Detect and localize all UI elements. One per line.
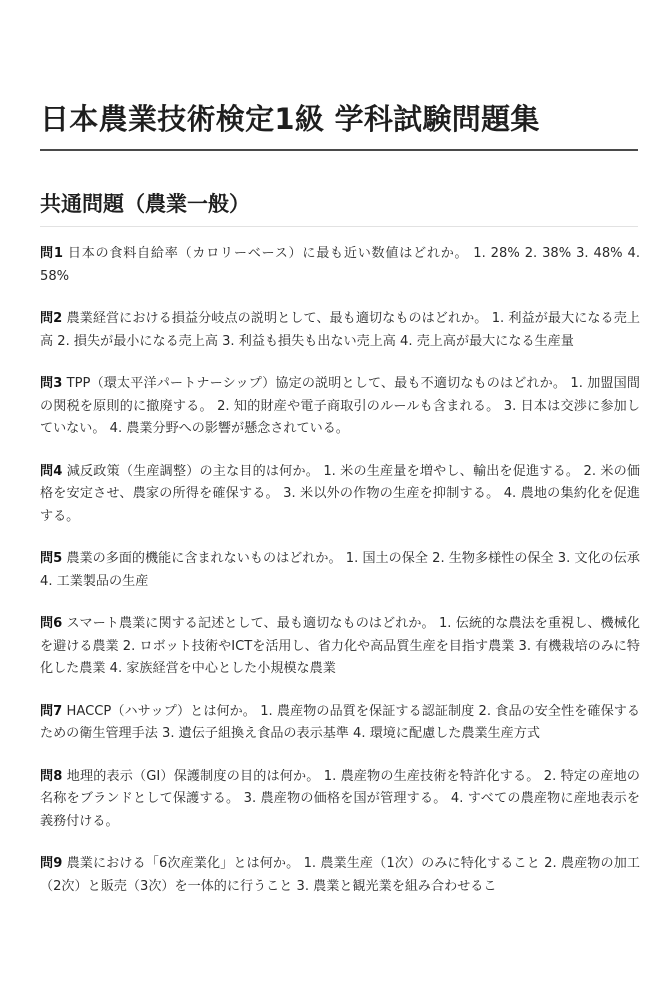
question-list [40, 243, 640, 918]
question-item [40, 308, 640, 353]
question-number: 問1 [40, 246, 63, 261]
question-item [40, 548, 640, 593]
question-text: HACCP（ハサップ）とは何か。 1. 農産物の品質を保証する認証制度 2. 食品の安全性を確保するための衛生管理手法 3. 遺伝子組換え食品の表示基準 4. 環境に配慮した農業生産方式 [40, 703, 640, 741]
document-title: 日本農業技術検定1級 学科試験問題集 [40, 102, 540, 136]
question-number: 問6 [40, 616, 63, 631]
question-text: 農業の多面的機能に含まれないものはどれか。 1. 国土の保全 2. 生物多様性の保全 3. 文化の伝承 4. 工業製品の生産 [40, 551, 640, 589]
section-divider [40, 226, 638, 227]
question-item [40, 701, 640, 746]
question-number: 問4 [40, 463, 63, 479]
question-text: 減反政策（生産調整）の主な目的は何か。 1. 米の生産量を増やし、輸出を促進する。 2. 米の価格を安定させ、農家の所得を確保する。 3. 米以外の作物の生産を抑制する。 4. 農地の集約化を促進する。 [40, 463, 640, 524]
question-text: 日本の食料自給率（カロリーベース）に最も近い数値はどれか。 1. 28% 2. 38% 3. 48% 4. 58% [40, 246, 640, 284]
section-title: 共通問題（農業一般） [40, 192, 250, 216]
question-text: スマート農業に関する記述として、最も適切なものはどれか。 1. 伝統的な農法を重視し、機械化を避ける農業 2. ロボット技術やICTを活用し、省力化や高品質生産を目指す農業 3. 有機栽培のみに特化した農業 4. 家族経営を中心とした小規模な農業 [40, 616, 640, 676]
question-text: TPP（環太平洋パートナーシップ）協定の説明として、最も不適切なものはどれか。 1. 加盟国間の関税を原則的に撤廃する。 2. 知的財産や電子商取引のルールも含まれる。 3. 日本は交渉に参加していない。 4. 農業分野への影響が懸念されている。 [40, 376, 640, 436]
question-number: 問7 [40, 703, 63, 719]
question-number: 問3 [40, 376, 63, 391]
question-number: 問9 [40, 856, 63, 871]
question-item [40, 766, 640, 834]
title-divider [40, 149, 638, 151]
question-text: 農業経営における損益分岐点の説明として、最も適切なものはどれか。 1. 利益が最大になる売上高 2. 損失が最小になる売上高 3. 利益も損失も出ない売上高 4. 売上高が最大になる生産量 [40, 311, 640, 349]
question-item [40, 373, 640, 441]
question-text: 農業における「6次産業化」とは何か。 1. 農業生産（1次）のみに特化すること 2. 農産物の加工（2次）と販売（3次）を一体的に行うこと 3. 農業と観光業を組み合わせるこ [40, 856, 640, 894]
question-item [40, 461, 640, 529]
question-item [40, 243, 640, 288]
question-item [40, 853, 640, 898]
question-number: 問5 [40, 551, 63, 566]
question-text: 地理的表示（GI）保護制度の目的は何か。 1. 農産物の生産技術を特許化する。 2. 特定の産地の名称をブランドとして保護する。 3. 農産物の価格を国が管理する。 4. すべての農産物に産地表示を義務付ける。 [40, 768, 640, 829]
question-number: 問8 [40, 768, 63, 784]
question-item [40, 613, 640, 681]
question-number: 問2 [40, 311, 63, 326]
